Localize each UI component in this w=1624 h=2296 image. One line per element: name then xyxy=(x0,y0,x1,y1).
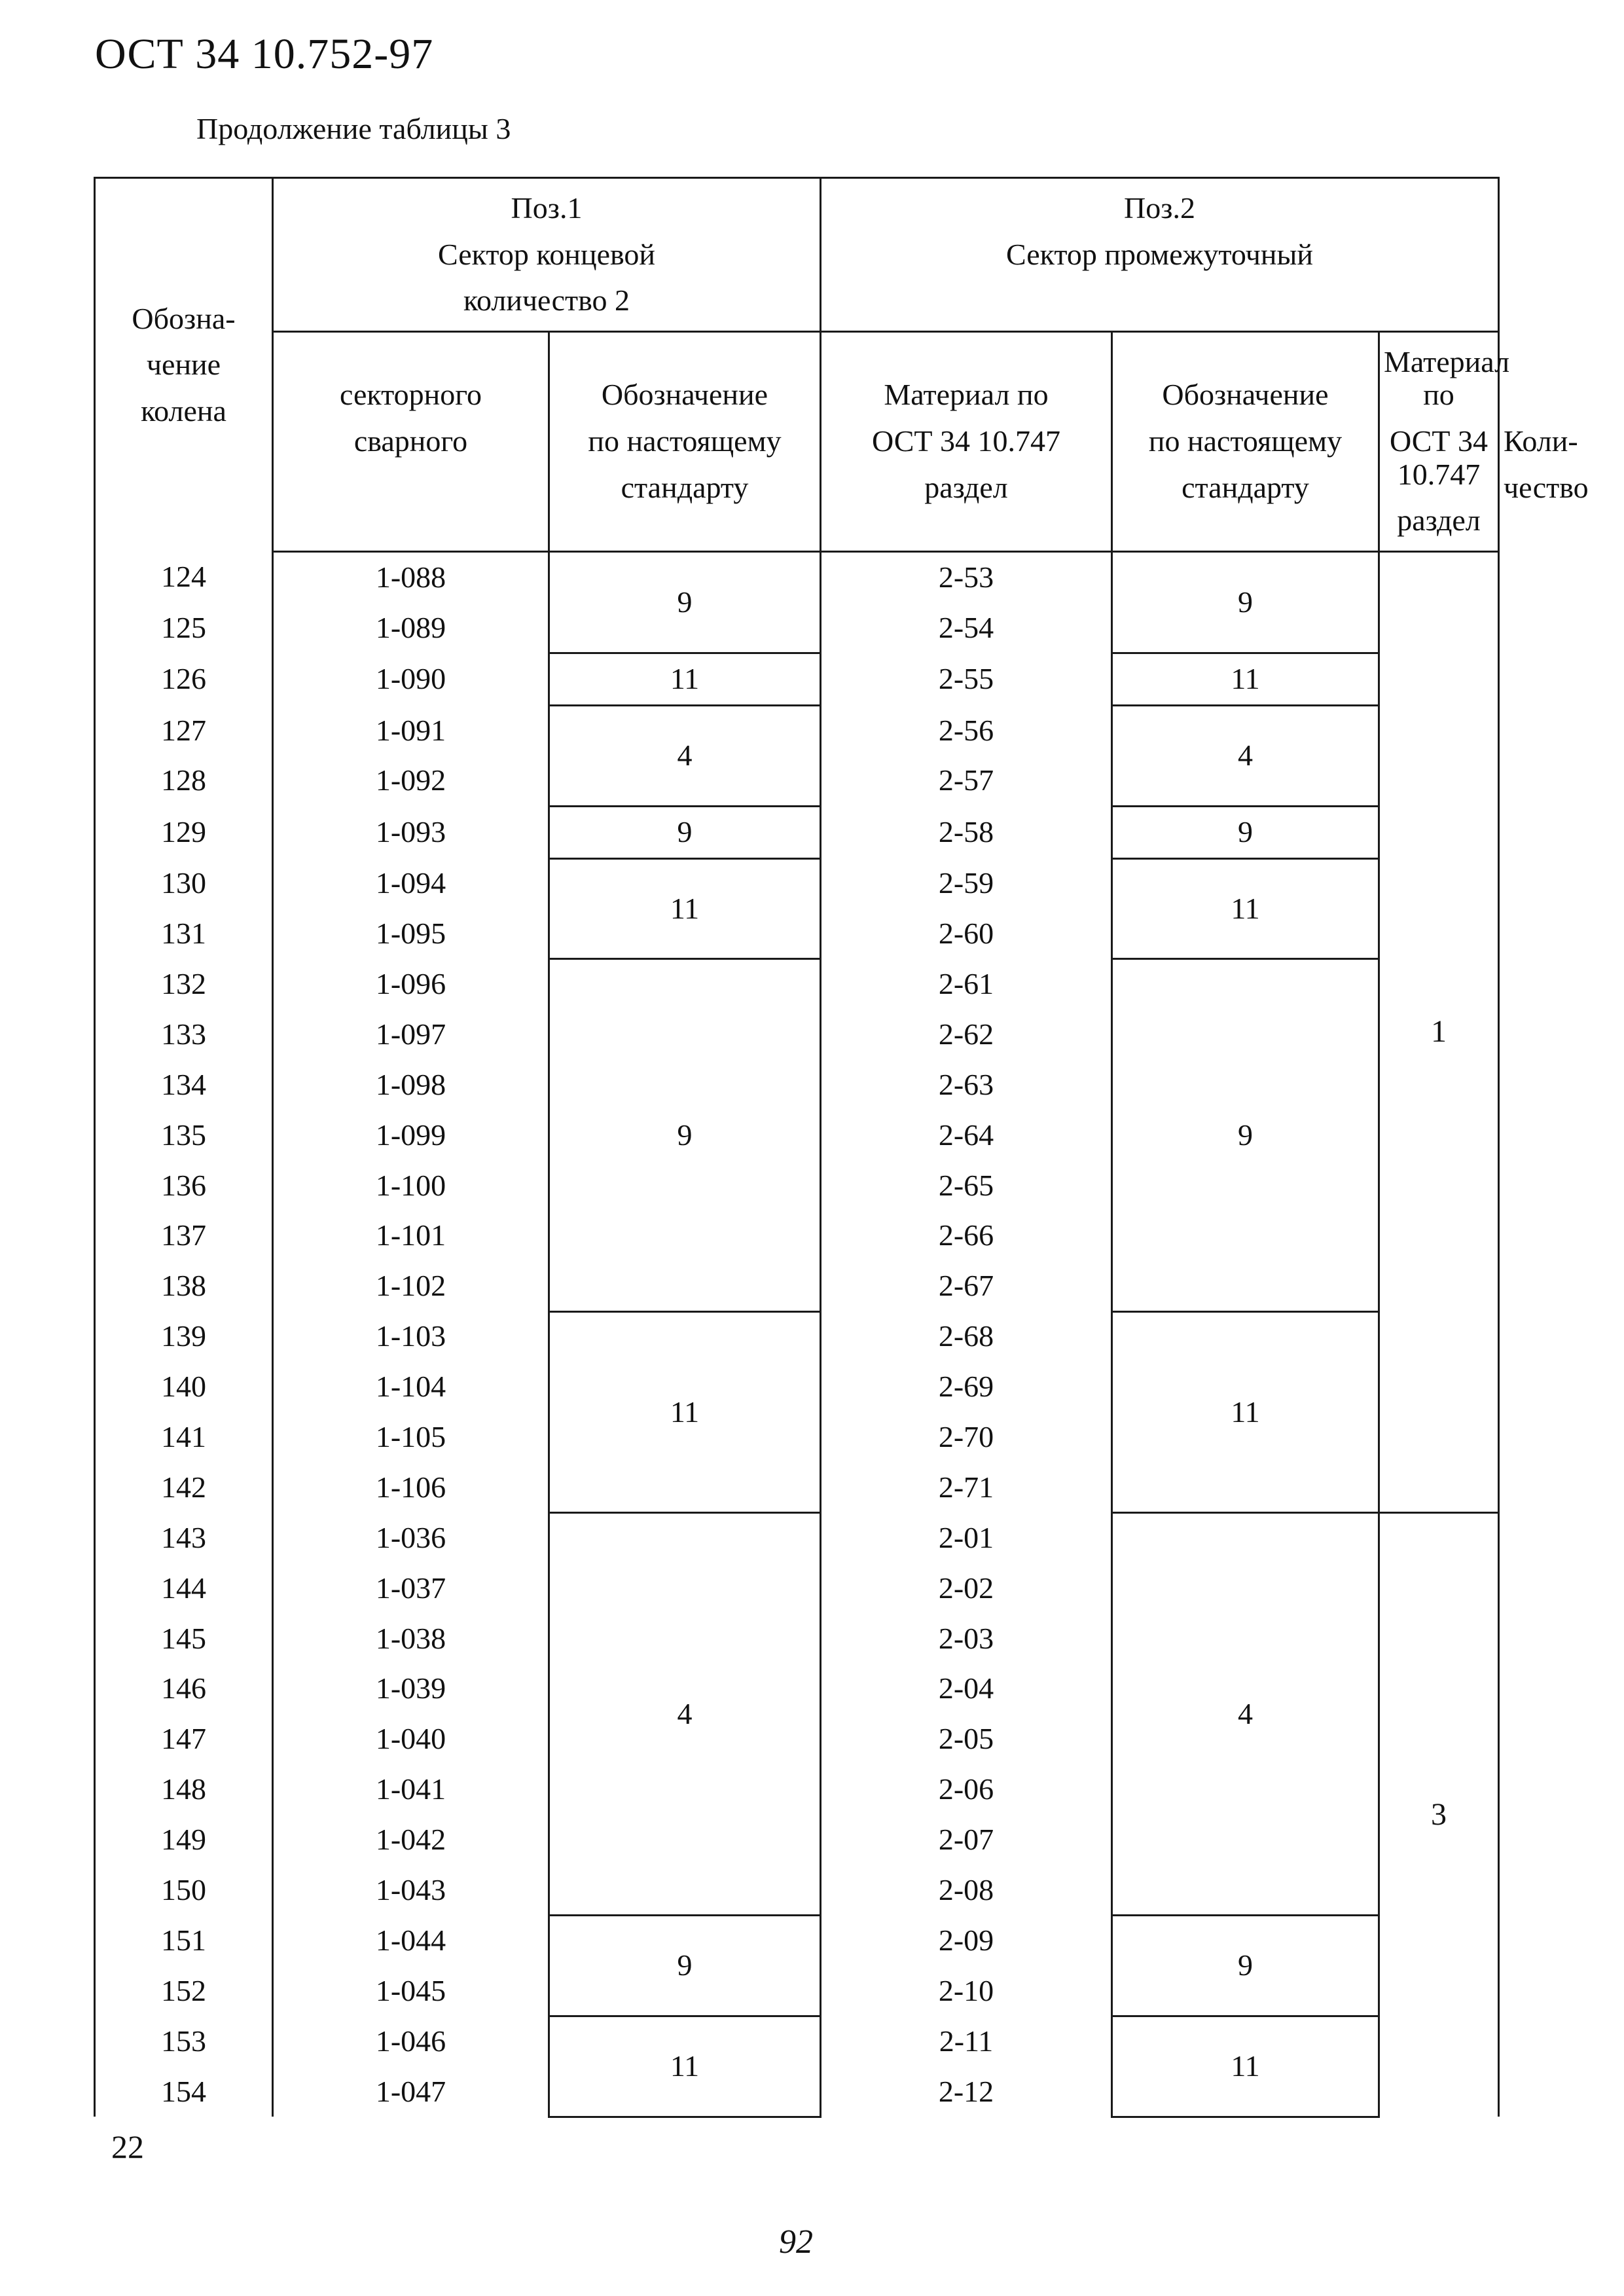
elbow-code-cell: 133 xyxy=(95,1010,273,1060)
elbow-code-cell: 137 xyxy=(95,1211,273,1261)
pos1-header: Поз.1 Сектор концевой количество 2 xyxy=(273,178,821,332)
pos2-designation-cell: 2-63 xyxy=(821,1060,1112,1110)
elbow-code-cell: 151 xyxy=(95,1916,273,1966)
elbow-code-cell: 154 xyxy=(95,2066,273,2117)
elbow-code-cell: 138 xyxy=(95,1261,273,1311)
pos2-designation-cell: 2-64 xyxy=(821,1110,1112,1161)
pos1-designation-cell: 1-105 xyxy=(273,1412,549,1463)
pos1-designation-cell: 1-099 xyxy=(273,1110,549,1161)
pos2-material-cell: 11 xyxy=(1112,2016,1379,2117)
elbow-code-cell: 124 xyxy=(95,551,273,602)
pos2-designation-cell: 2-03 xyxy=(821,1613,1112,1664)
pos1-designation-cell: 1-045 xyxy=(273,1966,549,2016)
table-row xyxy=(95,806,1499,858)
pos1-designation-cell: 1-042 xyxy=(273,1815,549,1865)
code-header-continued: секторного сварного xyxy=(273,331,549,551)
pos1-material-cell: 9 xyxy=(549,1916,821,2016)
pos1-designation-cell: 1-098 xyxy=(273,1060,549,1110)
elbow-code-cell: 149 xyxy=(95,1815,273,1865)
elbow-code-cell: 136 xyxy=(95,1160,273,1211)
pos1-designation-cell: 1-039 xyxy=(273,1664,549,1714)
pos2-designation-cell: 2-55 xyxy=(821,653,1112,706)
pos1-designation-cell: 1-100 xyxy=(273,1160,549,1211)
elbow-code-cell: 146 xyxy=(95,1664,273,1714)
pos2-material-cell: 4 xyxy=(1112,1513,1379,1916)
pos2-designation-cell: 2-10 xyxy=(821,1966,1112,2016)
pos1-designation-cell: 1-088 xyxy=(273,551,549,602)
table-row xyxy=(95,959,1499,1010)
pos2-designation-cell: 2-61 xyxy=(821,959,1112,1010)
quantity-cell: 1 xyxy=(1379,551,1499,1512)
pos2-header: Поз.2 Сектор промежуточный xyxy=(821,178,1499,332)
elbow-code-cell: 148 xyxy=(95,1764,273,1815)
pos1-material-header: Материал по ОСТ 34 10.747 раздел xyxy=(821,331,1112,551)
pos2-designation-cell: 2-68 xyxy=(821,1311,1112,1362)
pos2-designation-cell: 2-65 xyxy=(821,1160,1112,1211)
elbow-code-cell: 128 xyxy=(95,756,273,806)
pos2-material-cell: 11 xyxy=(1112,653,1379,706)
pos2-designation-cell: 2-71 xyxy=(821,1463,1112,1513)
pos1-material-cell: 9 xyxy=(549,959,821,1311)
pos2-designation-cell: 2-58 xyxy=(821,806,1112,858)
pos1-material-cell: 4 xyxy=(549,705,821,806)
pos1-designation-cell: 1-095 xyxy=(273,909,549,959)
pos1-material-cell: 9 xyxy=(549,806,821,858)
pos1-designation-cell: 1-046 xyxy=(273,2016,549,2067)
pos1-designation-cell: 1-092 xyxy=(273,756,549,806)
pos1-designation-cell: 1-037 xyxy=(273,1563,549,1614)
pos2-designation-cell: 2-11 xyxy=(821,2016,1112,2067)
table-row xyxy=(95,858,1499,909)
pos1-designation-cell: 1-093 xyxy=(273,806,549,858)
pos1-designation-cell: 1-104 xyxy=(273,1362,549,1412)
elbow-code-cell: 153 xyxy=(95,2016,273,2067)
table-caption: Продолжение таблицы 3 xyxy=(196,112,511,145)
sector-table xyxy=(94,177,1589,2118)
pos2-designation-cell: 2-01 xyxy=(821,1513,1112,1563)
table-row xyxy=(95,551,1499,602)
pos1-designation-cell: 1-036 xyxy=(273,1513,549,1563)
quantity-cell: 3 xyxy=(1379,1513,1499,2117)
pos2-designation-cell: 2-66 xyxy=(821,1211,1112,1261)
elbow-code-cell: 144 xyxy=(95,1563,273,1614)
elbow-code-cell: 152 xyxy=(95,1966,273,2016)
pos1-designation-cell: 1-097 xyxy=(273,1010,549,1060)
table-row xyxy=(95,1513,1499,1563)
table-body xyxy=(95,551,1499,2117)
pos1-designation-cell: 1-106 xyxy=(273,1463,549,1513)
handwritten-sheet-number: 92 xyxy=(779,2223,813,2261)
pos2-designation-cell: 2-60 xyxy=(821,909,1112,959)
elbow-code-cell: 150 xyxy=(95,1865,273,1916)
pos1-designation-cell: 1-044 xyxy=(273,1916,549,1966)
pos1-designation-cell: 1-091 xyxy=(273,705,549,756)
table-header: Обозна- чение колена Поз.1 Сектор концевой количество 2 Поз.2 Сектор промежуточный секторного сварного Обозначение по настоящему стандарту Материал по ОСТ 34 10.747 раздел Обозначение по настоящему стандарту Материал по ОСТ 34 10.747 раздел Коли- чество xyxy=(95,178,1499,552)
pos2-designation-cell: 2-02 xyxy=(821,1563,1112,1614)
pos2-designation-cell: 2-62 xyxy=(821,1010,1112,1060)
elbow-code-cell: 140 xyxy=(95,1362,273,1412)
pos1-material-cell: 9 xyxy=(549,551,821,653)
pos1-designation-cell: 1-089 xyxy=(273,603,549,653)
page-number: 22 xyxy=(111,2128,144,2165)
pos2-designation-cell: 2-53 xyxy=(821,551,1112,602)
pos1-designation-cell: 1-043 xyxy=(273,1865,549,1916)
pos1-material-cell: 11 xyxy=(549,858,821,959)
pos2-designation-cell: 2-69 xyxy=(821,1362,1112,1412)
pos2-designation-cell: 2-05 xyxy=(821,1714,1112,1764)
pos2-designation-cell: 2-59 xyxy=(821,858,1112,909)
elbow-code-cell: 134 xyxy=(95,1060,273,1110)
elbow-code-cell: 142 xyxy=(95,1463,273,1513)
table-row xyxy=(95,1916,1499,1966)
pos1-material-cell: 4 xyxy=(549,1513,821,1916)
pos1-designation-cell: 1-041 xyxy=(273,1764,549,1815)
elbow-code-cell: 130 xyxy=(95,858,273,909)
pos2-material-cell: 11 xyxy=(1112,858,1379,959)
pos2-material-cell: 9 xyxy=(1112,1916,1379,2016)
pos1-designation-cell: 1-094 xyxy=(273,858,549,909)
pos1-designation-header: Обозначение по настоящему стандарту xyxy=(549,331,821,551)
elbow-code-cell: 132 xyxy=(95,959,273,1010)
pos2-material-cell: 9 xyxy=(1112,959,1379,1311)
pos1-designation-cell: 1-038 xyxy=(273,1613,549,1664)
elbow-code-cell: 147 xyxy=(95,1714,273,1764)
pos2-designation-header: Обозначение по настоящему стандарту xyxy=(1112,331,1379,551)
table-row xyxy=(95,1311,1499,1362)
pos1-designation-cell: 1-040 xyxy=(273,1714,549,1764)
pos2-material-cell: 9 xyxy=(1112,806,1379,858)
document-code: ОСТ 34 10.752-97 xyxy=(95,30,434,78)
pos2-designation-cell: 2-08 xyxy=(821,1865,1112,1916)
elbow-code-cell: 143 xyxy=(95,1513,273,1563)
pos1-designation-cell: 1-103 xyxy=(273,1311,549,1362)
pos2-designation-cell: 2-70 xyxy=(821,1412,1112,1463)
pos1-designation-cell: 1-101 xyxy=(273,1211,549,1261)
pos2-designation-cell: 2-57 xyxy=(821,756,1112,806)
pos1-material-cell: 11 xyxy=(549,653,821,706)
elbow-code-cell: 135 xyxy=(95,1110,273,1161)
elbow-code-cell: 145 xyxy=(95,1613,273,1664)
pos2-material-cell: 4 xyxy=(1112,705,1379,806)
pos2-designation-cell: 2-67 xyxy=(821,1261,1112,1311)
pos1-designation-cell: 1-090 xyxy=(273,653,549,706)
elbow-code-cell: 125 xyxy=(95,603,273,653)
code-header: Обозна- чение колена xyxy=(95,178,273,552)
elbow-code-cell: 129 xyxy=(95,806,273,858)
pos2-designation-cell: 2-07 xyxy=(821,1815,1112,1865)
pos2-designation-cell: 2-12 xyxy=(821,2066,1112,2117)
pos1-designation-cell: 1-047 xyxy=(273,2066,549,2117)
pos2-designation-cell: 2-09 xyxy=(821,1916,1112,1966)
elbow-code-cell: 126 xyxy=(95,653,273,706)
pos2-designation-cell: 2-54 xyxy=(821,603,1112,653)
elbow-code-cell: 139 xyxy=(95,1311,273,1362)
pos2-designation-cell: 2-06 xyxy=(821,1764,1112,1815)
pos2-designation-cell: 2-04 xyxy=(821,1664,1112,1714)
pos2-material-cell: 9 xyxy=(1112,551,1379,653)
pos2-material-header: Материал по ОСТ 34 10.747 раздел xyxy=(1379,331,1499,551)
pos1-designation-cell: 1-096 xyxy=(273,959,549,1010)
table-row xyxy=(95,705,1499,756)
pos1-designation-cell: 1-102 xyxy=(273,1261,549,1311)
table-row xyxy=(95,2016,1499,2067)
elbow-code-cell: 131 xyxy=(95,909,273,959)
pos1-material-cell: 11 xyxy=(549,1311,821,1513)
pos2-designation-cell: 2-56 xyxy=(821,705,1112,756)
elbow-code-cell: 127 xyxy=(95,705,273,756)
elbow-code-cell: 141 xyxy=(95,1412,273,1463)
pos1-material-cell: 11 xyxy=(549,2016,821,2117)
table-row xyxy=(95,653,1499,706)
pos2-material-cell: 11 xyxy=(1112,1311,1379,1513)
